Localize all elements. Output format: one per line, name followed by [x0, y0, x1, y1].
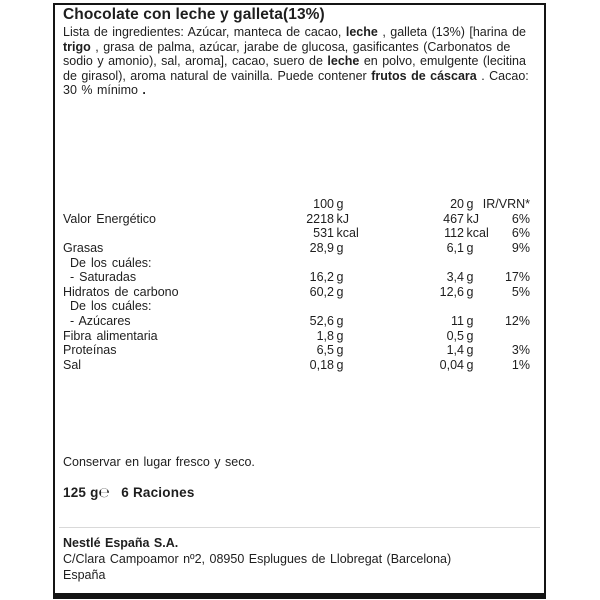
- unit-per-20g: kcal: [466, 226, 489, 241]
- unit-per-20g: g: [466, 343, 474, 358]
- row-label: Proteínas: [63, 343, 117, 358]
- unit-per-100g: g: [336, 343, 344, 358]
- estimated-sign-icon: ℮: [98, 485, 111, 501]
- value-ir-vrn: 9%: [511, 240, 530, 255]
- unit-per-100g: kJ: [336, 211, 349, 226]
- value-per-20g: 0,04: [439, 358, 464, 373]
- row-label: Valor Energético: [63, 211, 156, 226]
- value-ir-vrn: 5%: [511, 284, 530, 299]
- table-row-energy-kj: [55, 212, 544, 227]
- unit-per-20g: g: [466, 358, 474, 373]
- unit-per-100g: g: [336, 314, 344, 329]
- nutrition-table: [55, 197, 544, 373]
- value-per-100g: 100: [313, 197, 334, 211]
- value-per-100g: 6,5: [316, 343, 334, 358]
- table-row-carbohydrate: [55, 285, 544, 300]
- value-ir-vrn: 6%: [511, 226, 530, 241]
- value-ir-vrn: 1%: [511, 358, 530, 373]
- unit-per-100g: g: [336, 358, 344, 373]
- table-row-sugars: [55, 314, 544, 329]
- unit-per-100g: g: [336, 328, 344, 343]
- table-row-energy-kcal: [55, 226, 544, 241]
- row-label: Fibra alimentaria: [63, 328, 158, 343]
- product-title: Chocolate con leche y galleta(13%): [63, 6, 325, 23]
- table-row-salt: [55, 358, 544, 373]
- unit-per-100g: g: [336, 240, 344, 255]
- value-per-20g: 0,5: [446, 328, 464, 343]
- table-row-saturates: [55, 270, 544, 285]
- manufacturer-name: Nestlé España S.A.: [63, 536, 179, 550]
- unit-per-100g: g: [336, 197, 344, 211]
- table-row-protein: [55, 343, 544, 358]
- value-per-100g: 60,2: [309, 284, 334, 299]
- unit-per-20g: g: [466, 240, 474, 255]
- unit-per-100g: g: [336, 270, 344, 285]
- value-ir-vrn: 6%: [511, 211, 530, 226]
- value-per-20g: 11: [451, 314, 464, 329]
- value-per-100g: 1,8: [316, 328, 334, 343]
- table-row-header: [55, 197, 544, 212]
- manufacturer-block: [63, 535, 451, 583]
- value-per-20g: 467: [443, 211, 464, 226]
- row-label: Grasas: [63, 240, 104, 255]
- value-per-100g: 531: [313, 226, 334, 241]
- net-weight: 125 g: [63, 485, 99, 500]
- value-per-20g: 3,4: [446, 270, 464, 285]
- ingredients-paragraph: Lista de ingredientes: Azúcar, manteca de cacao, leche , galleta (13%) [harina de trigo , grasa de palma, azúcar, jarabe de glucosa, gasificantes (Carbonatos de sodio y amonio), sal, aroma], cacao, suero de leche en polvo, emulgente (lecitina de girasol), aroma natural de vainilla. Puede contener frutos de cáscara . Cacao: 30 % mínimo .: [63, 25, 529, 98]
- row-label: - Saturadas: [70, 270, 137, 285]
- value-ir-vrn: 17%: [504, 270, 530, 285]
- value-ir-vrn: 12%: [504, 314, 530, 329]
- unit-per-20g: g: [466, 197, 474, 211]
- value-per-20g: 1,4: [446, 343, 464, 358]
- value-per-100g: 28,9: [309, 240, 334, 255]
- unit-per-20g: g: [466, 314, 474, 329]
- unit-per-20g: g: [466, 328, 474, 343]
- table-row-fat: [55, 241, 544, 256]
- value-per-20g: 112: [444, 226, 464, 241]
- row-label: De los cuáles:: [70, 299, 152, 314]
- net-quantity-line: [63, 485, 195, 501]
- unit-per-20g: kJ: [466, 211, 479, 226]
- value-per-20g: 12,6: [439, 284, 464, 299]
- storage-instructions: Conservar en lugar fresco y seco.: [63, 455, 255, 469]
- unit-per-100g: g: [336, 284, 344, 299]
- unit-per-20g: g: [466, 270, 474, 285]
- value-per-100g: 0,18: [309, 358, 334, 373]
- manufacturer-country: España: [63, 568, 106, 582]
- value-per-20g: 6,1: [446, 240, 464, 255]
- value-per-100g: 2218: [306, 211, 334, 226]
- unit-per-20g: g: [466, 284, 474, 299]
- table-row-fibre: [55, 329, 544, 344]
- row-label: Sal: [63, 358, 82, 373]
- value-ir-vrn: 3%: [511, 343, 530, 358]
- row-label: Hidratos de carbono: [63, 284, 179, 299]
- unit-per-100g: kcal: [336, 226, 359, 241]
- row-label: - Azúcares: [70, 314, 131, 329]
- column-ir-vrn: IR/VRN*: [482, 197, 530, 211]
- footer-divider: [59, 527, 540, 528]
- row-label: De los cuáles:: [70, 255, 152, 270]
- value-per-20g: 20: [450, 197, 464, 211]
- value-per-100g: 52,6: [309, 314, 334, 329]
- value-per-100g: 16,2: [309, 270, 334, 285]
- nutrition-label-box: [53, 3, 546, 599]
- table-row-of-which-1: [55, 256, 544, 271]
- manufacturer-address: C/Clara Campoamor nº2, 08950 Esplugues de Llobregat (Barcelona): [63, 552, 452, 566]
- servings-count: 6 Raciones: [121, 485, 195, 500]
- table-row-of-which-2: [55, 299, 544, 314]
